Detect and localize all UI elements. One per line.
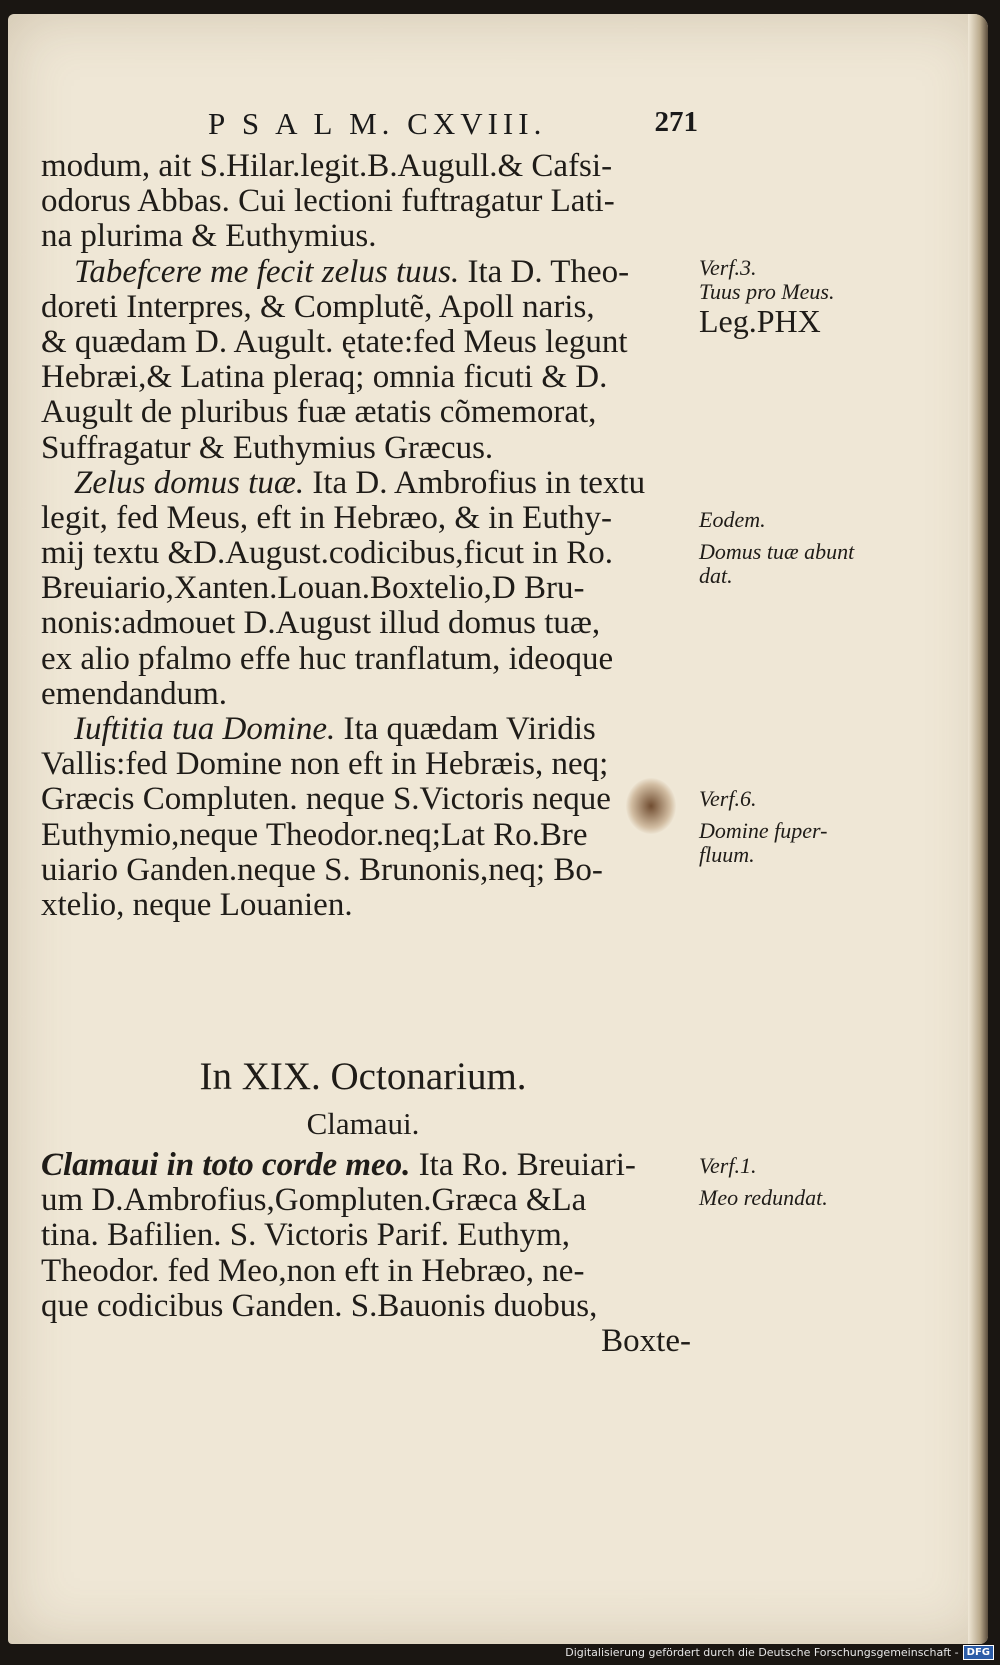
section-title: In XIX. Octonarium. — [199, 1055, 527, 1098]
text-line: ex alio pfalmo effe huc tranflatum, ideoque — [41, 640, 614, 677]
margin-verse: Verf.1. — [699, 1153, 757, 1178]
book-page — [8, 14, 988, 1644]
text-body-lower — [41, 1148, 691, 1359]
digitization-footer — [565, 1643, 994, 1661]
margin-note-2 — [699, 508, 899, 588]
text-line: odorus Abbas. Cui lectioni fuftragatur Lati- — [41, 183, 615, 220]
text-line: Græcis Compluten. neque S.Victoris neque — [41, 781, 611, 818]
paragraph-4 — [41, 712, 691, 923]
paragraph-5 — [41, 1148, 691, 1359]
margin-text: Leg.PHX — [699, 303, 821, 339]
text-line: mij textu &D.August.codicibus,ficut in Ro. — [41, 535, 613, 572]
footer-text: Digitalisierung gefördert durch die Deutsche Forschungsgemeinschaft - — [565, 1645, 959, 1659]
text-line: xtelio, neque Louanien. — [41, 886, 353, 923]
margin-verse: Verf.3. — [699, 255, 757, 280]
paragraph-2 — [41, 255, 691, 466]
text-line: Vallis:fed Domine non eft in Hebræis, neq; — [41, 746, 609, 783]
margin-text: Domine fuper- — [699, 818, 828, 843]
text-line: Theodor. fed Meo,non eft in Hebræo, ne- — [41, 1252, 585, 1289]
text-line: Tabefcere me fecit zelus tuus. Ita D. Theo- — [74, 253, 630, 290]
page-edge-shadow — [968, 14, 988, 1644]
margin-note-3 — [699, 787, 899, 867]
text-body-upper — [41, 149, 691, 923]
running-head — [208, 106, 698, 146]
text-line: Hebræi,& Latina pleraq; omnia ficuti & D. — [41, 359, 608, 396]
text-line: nonis:admouet D.August illud domus tuæ, — [41, 605, 601, 642]
text-line: Euthymio,neque Theodor.neq;Lat Ro.Bre — [41, 816, 588, 853]
margin-note-1 — [699, 256, 899, 338]
text-line: Suffragatur & Euthymius Græcus. — [41, 429, 494, 466]
margin-text: fluum. — [699, 842, 755, 867]
text-line: um D.Ambrofius,Gompluten.Græca &La — [41, 1182, 587, 1219]
text-line: que codicibus Ganden. S.Bauonis duobus, — [41, 1287, 598, 1324]
margin-verse: Eodem. — [699, 507, 766, 532]
margin-text: Domus tuæ abunt — [699, 539, 855, 564]
margin-verse: Verf.6. — [699, 786, 757, 811]
section-subtitle: Clamaui. — [306, 1106, 420, 1141]
margin-text: Meo redundat. — [699, 1185, 828, 1210]
text-line: Augult de pluribus fuæ ætatis cõmemorat, — [41, 394, 597, 431]
text-line: & quædam D. Augult. ętate:fed Meus legunt — [41, 323, 628, 360]
text-line: tina. Bafilien. S. Victoris Parif. Euthym, — [41, 1217, 571, 1254]
text-line: doreti Interpres, & Complutẽ, Apoll naris, — [41, 288, 595, 325]
text-line: modum, ait S.Hilar.legit.B.Augull.& Cafsi- — [41, 148, 613, 184]
lemma: Clamaui in toto corde meo. — [41, 1147, 411, 1183]
margin-note-4 — [699, 1154, 899, 1210]
text-line: Iuftitia tua Domine. Ita quædam Viridis — [74, 711, 596, 747]
margin-text: Tuus pro Meus. — [699, 279, 835, 304]
text-line: Clamaui in toto corde meo. Ita Ro. Breuiari- — [41, 1147, 636, 1183]
running-head-title: P S A L M. CXVIII. — [208, 106, 547, 141]
text-line: uiario Ganden.neque S. Brunonis,neq; Bo- — [41, 851, 603, 888]
lemma: Iuftitia tua Domine. — [74, 711, 336, 747]
dfg-logo-icon: DFG — [963, 1645, 994, 1660]
lemma: Zelus domus tuæ. — [74, 464, 305, 501]
margin-text: dat. — [699, 563, 733, 588]
paragraph-1 — [41, 149, 691, 255]
catchword: Boxte- — [601, 1322, 691, 1359]
text-line: emendandum. — [41, 675, 228, 712]
paragraph-3 — [41, 466, 691, 712]
text-line: Zelus domus tuæ. Ita D. Ambrofius in textu — [74, 464, 646, 501]
page-number: 271 — [654, 106, 698, 138]
text-line: na plurima & Euthymius. — [41, 218, 377, 255]
text-line: legit, fed Meus, eft in Hebræo, & in Euthy- — [41, 499, 612, 536]
text-line: Breuiario,Xanten.Louan.Boxtelio,D Bru- — [41, 570, 585, 607]
lemma: Tabefcere me fecit zelus tuus. — [74, 253, 460, 290]
